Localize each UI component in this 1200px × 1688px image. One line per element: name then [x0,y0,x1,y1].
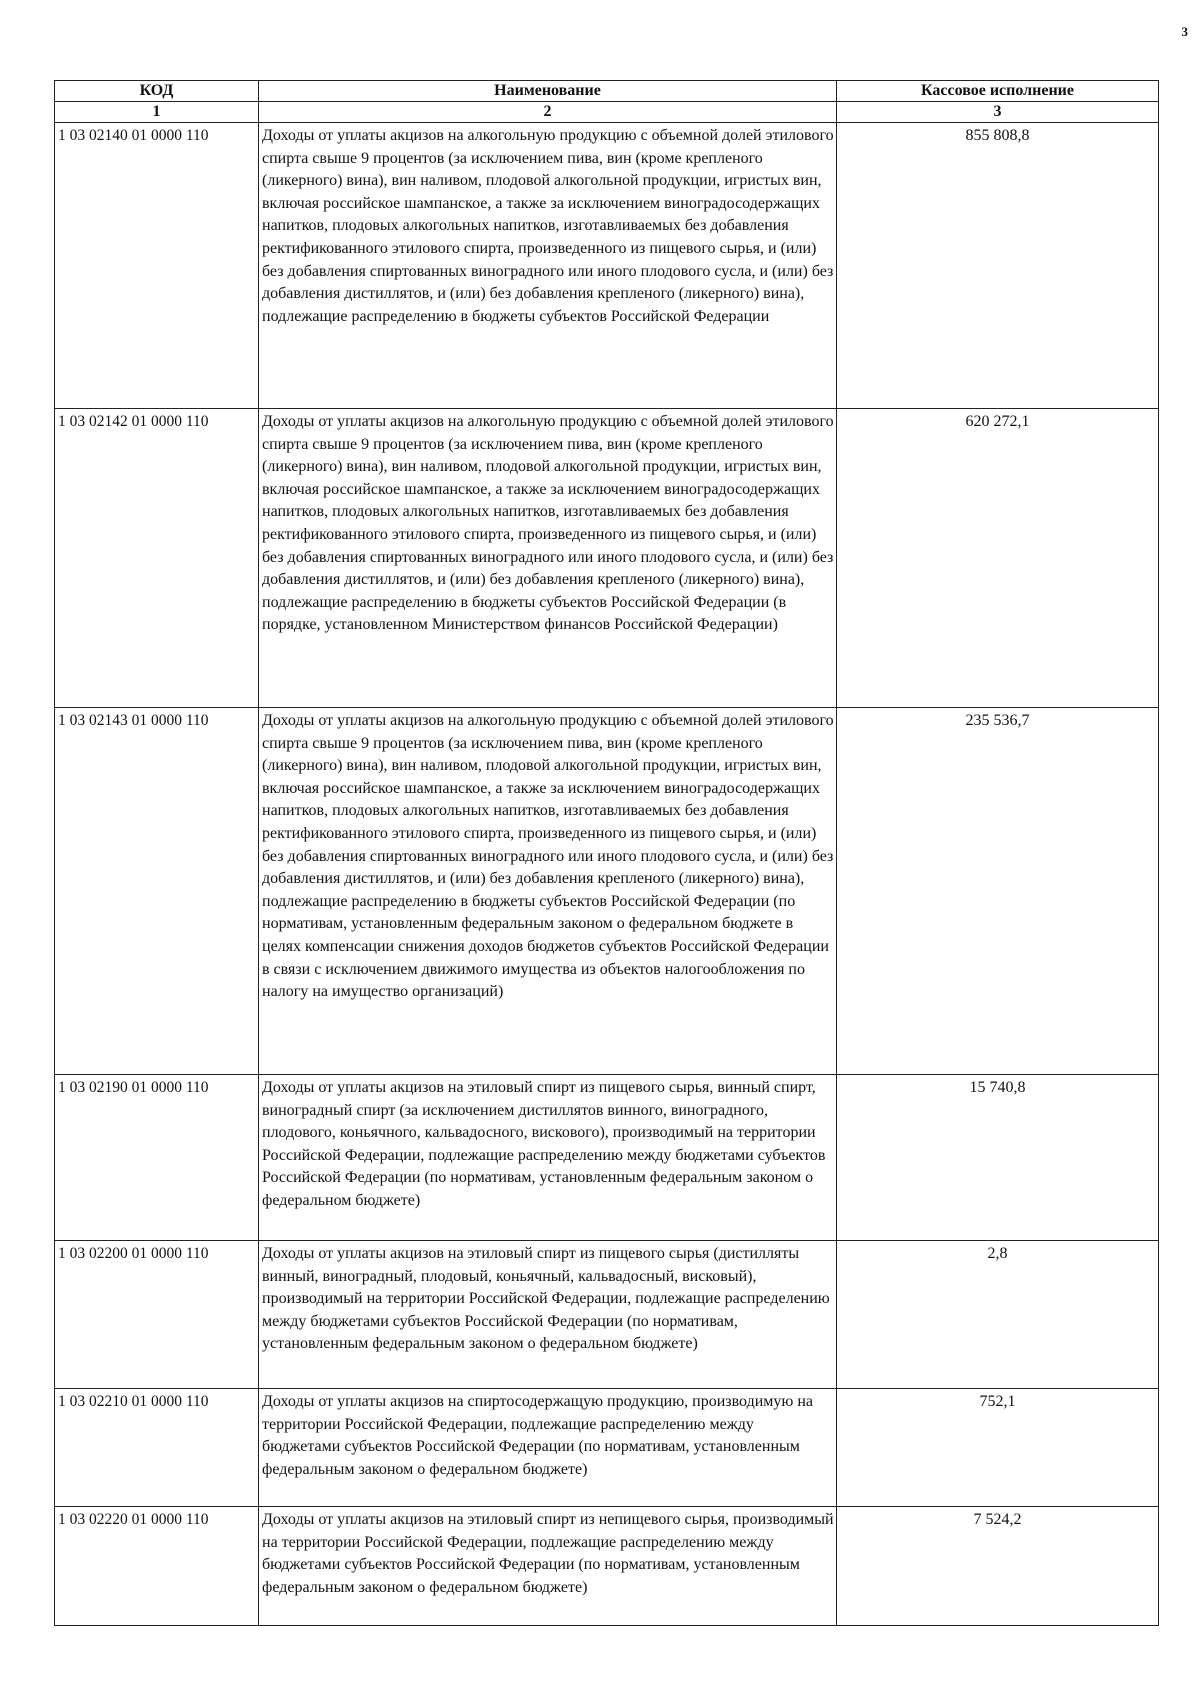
row-code: 1 03 02143 01 0000 110 [55,708,259,1075]
header-name: Наименование [259,81,837,102]
table-row [55,409,1159,708]
revenue-table [54,80,1159,1626]
table-row [55,1241,1159,1389]
row-code: 1 03 02200 01 0000 110 [55,1241,259,1389]
table-row [55,123,1159,409]
column-number-amount: 3 [837,102,1159,123]
row-name: Доходы от уплаты акцизов на этиловый спирт из непищевого сырья, производимый на территории Российской Федерации, подлежащие распределению между бюджетами субъектов Российской Федерации (по нормативам, установленным федеральным законом о федеральном бюджете) [259,1507,837,1626]
column-number-code: 1 [55,102,259,123]
row-name: Доходы от уплаты акцизов на алкогольную продукцию с объемной долей этилового спирта свыше 9 процентов (за исключением пива, вин (кроме крепленого (ликерного) вина), вин наливом, плодовой алкогольной продукции, игристых вин, включая российское шампанское, а также за исключением виноградосодержащих напитков, плодовых алкогольных напитков, изготавливаемых без добавления ректификованного этилового спирта, произведенного из пищевого сырья, и (или) без добавления спиртованных виноградного или иного плодового сусла, и (или) без добавления дистиллятов, и (или) без добавления крепленого (ликерного) вина), подлежащие распределению в бюджеты субъектов Российской Федерации (по нормативам, установленным федеральным законом о федеральном бюджете в целях компенсации снижения доходов бюджетов субъектов Российской Федерации в связи с исключением движимого имущества из объектов налогообложения по налогу на имущество организаций) [259,708,837,1075]
column-number-row [55,102,1159,123]
header-amount: Кассовое исполнение [837,81,1159,102]
row-amount: 7 524,2 [837,1507,1159,1626]
row-code: 1 03 02140 01 0000 110 [55,123,259,409]
header-row [55,81,1159,102]
table-row [55,1389,1159,1507]
row-amount: 752,1 [837,1389,1159,1507]
header-code: КОД [55,81,259,102]
row-code: 1 03 02220 01 0000 110 [55,1507,259,1626]
row-code: 1 03 02142 01 0000 110 [55,409,259,708]
row-name: Доходы от уплаты акцизов на этиловый спирт из пищевого сырья, винный спирт, виноградный спирт (за исключением дистиллятов винного, виноградного, плодового, коньячного, кальвадосного, вискового), производимый на территории Российской Федерации, подлежащие распределению между бюджетами субъектов Российской Федерации (по нормативам, установленным федеральным законом о федеральном бюджете) [259,1075,837,1241]
row-name: Доходы от уплаты акцизов на алкогольную продукцию с объемной долей этилового спирта свыше 9 процентов (за исключением пива, вин (кроме крепленого (ликерного) вина), вин наливом, плодовой алкогольной продукции, игристых вин, включая российское шампанское, а также за исключением виноградосодержащих напитков, плодовых алкогольных напитков, изготавливаемых без добавления ректификованного этилового спирта, произведенного из пищевого сырья, и (или) без добавления спиртованных виноградного или иного плодового сусла, и (или) без добавления дистиллятов, и (или) без добавления крепленого (ликерного) вина), подлежащие распределению в бюджеты субъектов Российской Федерации (в порядке, установленном Министерством финансов Российской Федерации) [259,409,837,708]
table-row [55,1075,1159,1241]
page-number: 3 [1181,24,1188,39]
row-amount: 15 740,8 [837,1075,1159,1241]
row-amount: 620 272,1 [837,409,1159,708]
row-code: 1 03 02190 01 0000 110 [55,1075,259,1241]
row-name: Доходы от уплаты акцизов на алкогольную продукцию с объемной долей этилового спирта свыше 9 процентов (за исключением пива, вин (кроме крепленого (ликерного) вина), вин наливом, плодовой алкогольной продукции, игристых вин, включая российское шампанское, а также за исключением виноградосодержащих напитков, плодовых алкогольных напитков, изготавливаемых без добавления ректификованного этилового спирта, произведенного из пищевого сырья, и (или) без добавления спиртованных виноградного или иного плодового сусла, и (или) без добавления дистиллятов, и (или) без добавления крепленого (ликерного) вина), подлежащие распределению в бюджеты субъектов Российской Федерации [259,123,837,409]
row-amount: 2,8 [837,1241,1159,1389]
row-amount: 855 808,8 [837,123,1159,409]
table-row [55,1507,1159,1626]
row-code: 1 03 02210 01 0000 110 [55,1389,259,1507]
row-amount: 235 536,7 [837,708,1159,1075]
row-name: Доходы от уплаты акцизов на спиртосодержащую продукцию, производимую на территории Российской Федерации, подлежащие распределению между бюджетами субъектов Российской Федерации (по нормативам, установленным федеральным законом о федеральном бюджете) [259,1389,837,1507]
row-name: Доходы от уплаты акцизов на этиловый спирт из пищевого сырья (дистилляты винный, виноградный, плодовый, коньячный, кальвадосный, висковый), производимый на территории Российской Федерации, подлежащие распределению между бюджетами субъектов Российской Федерации (по нормативам, установленным федеральным законом о федеральном бюджете) [259,1241,837,1389]
table-row [55,708,1159,1075]
column-number-name: 2 [259,102,837,123]
